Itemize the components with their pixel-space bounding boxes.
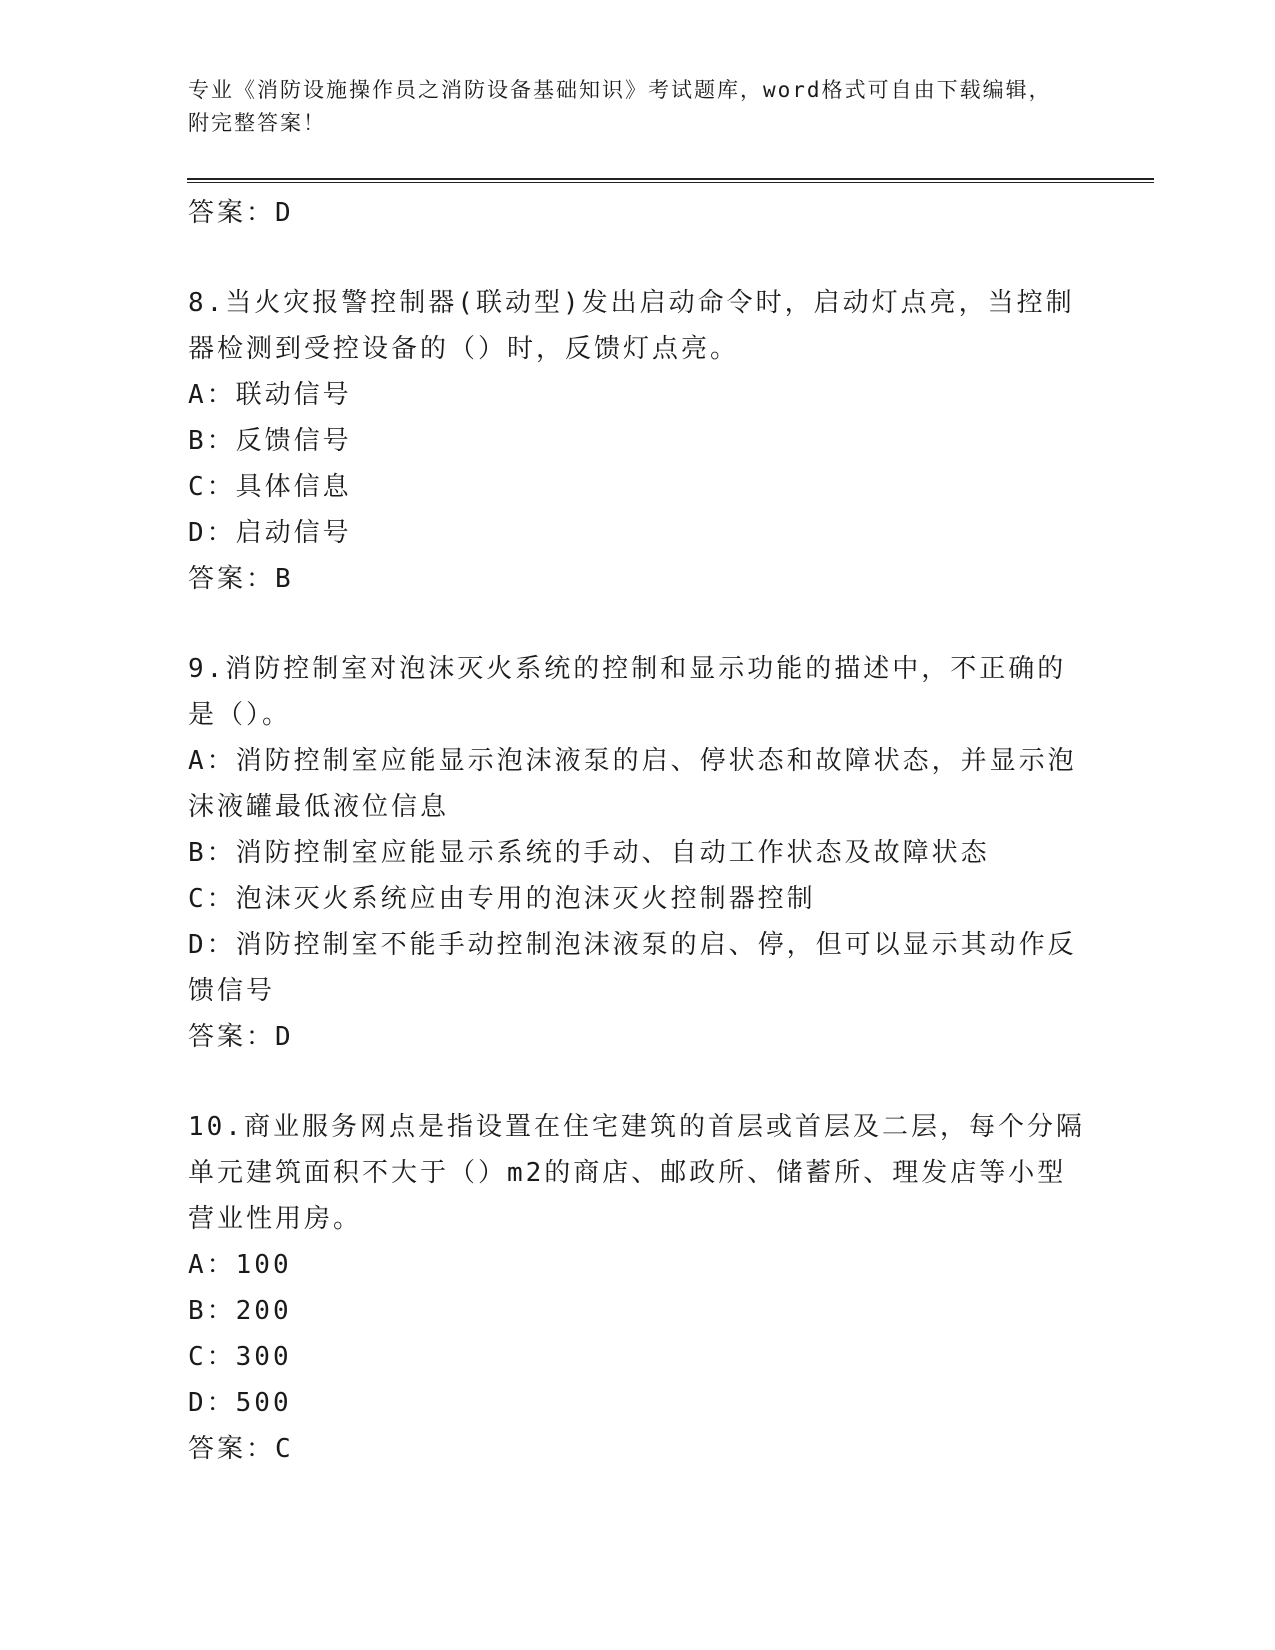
option-d: D：启动信号 <box>188 518 352 548</box>
option-b: B：200 <box>188 1296 292 1326</box>
question-stem: 9.消防控制室对泡沫灭火系统的控制和显示功能的描述中，不正确的是（）。 <box>188 654 1067 730</box>
question-stem: 8.当火灾报警控制器(联动型)发出启动命令时，启动灯点亮，当控制器检测到受控设备的（）时，反馈灯点亮。 <box>188 288 1075 364</box>
option-b: B：消防控制室应能显示系统的手动、自动工作状态及故障状态 <box>188 838 990 868</box>
spacer <box>188 236 1088 280</box>
question-item <box>188 646 1088 1060</box>
answer-label: 答案：D <box>188 1022 294 1052</box>
answer-label: 答案：B <box>188 564 294 594</box>
page-header-text: 专业《消防设施操作员之消防设备基础知识》考试题库，word格式可自由下载编辑，附完整答案！ <box>188 78 1052 135</box>
spacer <box>188 602 1088 646</box>
answer-label: 答案：C <box>188 1434 294 1464</box>
option-a: A：100 <box>188 1250 292 1280</box>
answer-label: 答案：D <box>188 198 294 228</box>
option-c: C：泡沫灭火系统应由专用的泡沫灭火控制器控制 <box>188 884 816 914</box>
option-b: B：反馈信号 <box>188 426 352 456</box>
option-d: D：消防控制室不能手动控制泡沫液泵的启、停，但可以显示其动作反馈信号 <box>188 930 1077 1006</box>
option-a: A：联动信号 <box>188 380 352 410</box>
header-rule <box>187 178 1154 180</box>
option-c: C：300 <box>188 1342 292 1372</box>
question-item <box>188 280 1088 602</box>
option-a: A：消防控制室应能显示泡沫液泵的启、停状态和故障状态，并显示泡沫液罐最低液位信息 <box>188 746 1077 822</box>
option-c: C：具体信息 <box>188 472 352 502</box>
question-stem: 10.商业服务网点是指设置在住宅建筑的首层或首层及二层，每个分隔单元建筑面积不大于（）m2的商店、邮政所、储蓄所、理发店等小型营业性用房。 <box>188 1112 1085 1234</box>
question-list <box>188 190 1088 1472</box>
spacer <box>188 1060 1088 1104</box>
question-item <box>188 1104 1088 1472</box>
option-d: D：500 <box>188 1388 292 1418</box>
header-rule-thin <box>187 182 1154 183</box>
